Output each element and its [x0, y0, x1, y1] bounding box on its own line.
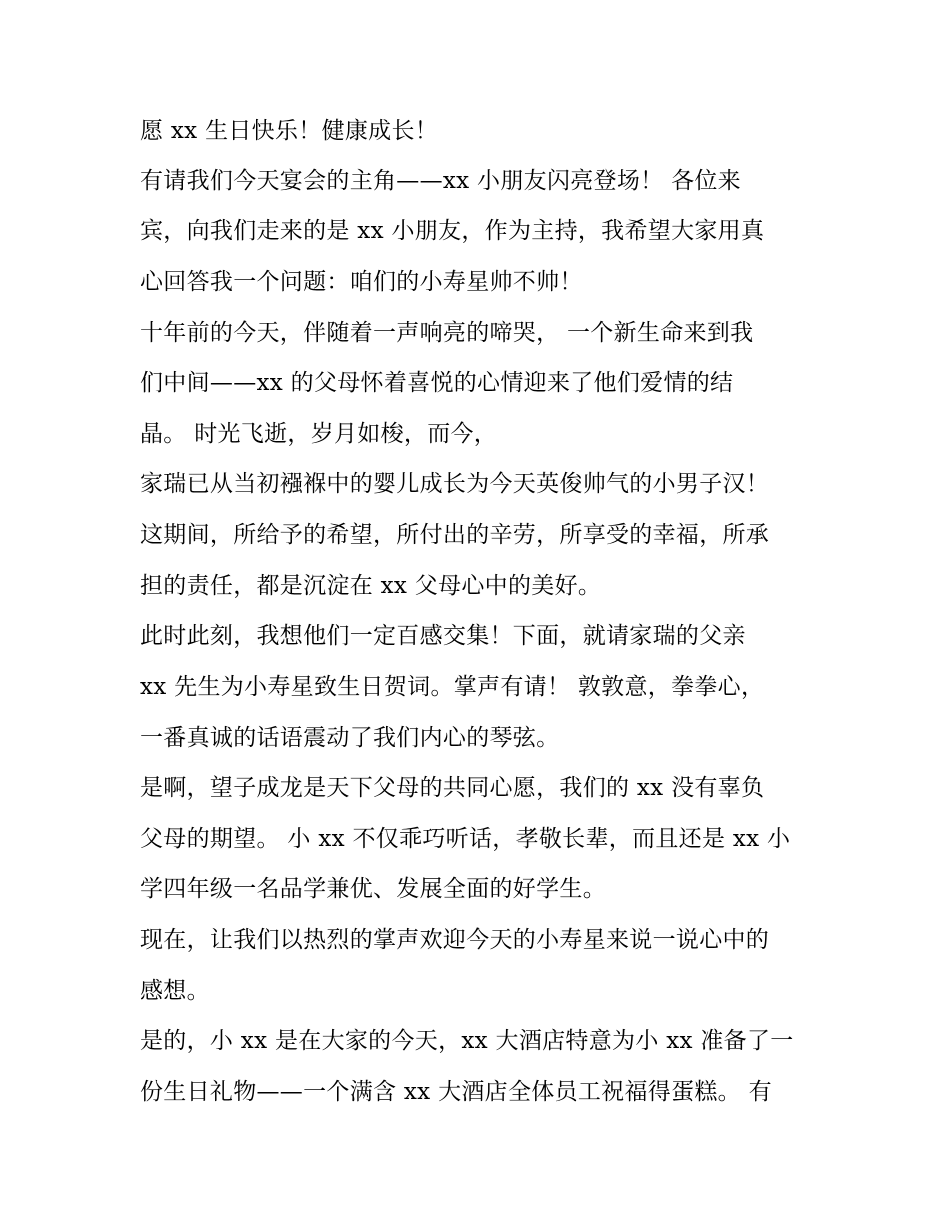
text-line: 晶。 时光飞逝，岁月如梭，而今，	[140, 421, 498, 447]
text-line: 是啊，望子成龙是天下父母的共同心愿，我们的 xx 没有辜负	[140, 775, 765, 801]
text-line: 们中间——xx 的父母怀着喜悦的心情迎来了他们爱情的结	[140, 370, 734, 396]
text-line: 学四年级一名品学兼优、发展全面的好学生。	[140, 876, 606, 902]
text-line: 心回答我一个问题：咱们的小寿星帅不帅！	[140, 269, 583, 295]
text-line: 宾，向我们走来的是 xx 小朋友，作为主持，我希望大家用真	[140, 218, 765, 244]
text-line: 十年前的今天，伴随着一声响亮的啼哭， 一个新生命来到我	[140, 320, 754, 346]
text-line: xx 先生为小寿星致生日贺词。掌声有请！ 敦敦意，拳拳心，	[140, 674, 765, 700]
text-line: 这期间，所给予的希望，所付出的辛劳，所享受的幸福，所承	[140, 522, 770, 548]
text-line: 有请我们今天宴会的主角——xx 小朋友闪亮登场！ 各位来	[140, 168, 741, 194]
text-line: 担的责任，都是沉淀在 xx 父母心中的美好。	[140, 573, 602, 599]
text-line: 份生日礼物——一个满含 xx 大酒店全体员工祝福得蛋糕。 有	[140, 1079, 772, 1105]
text-line: 感想。	[140, 978, 210, 1004]
text-line: 现在，让我们以热烈的掌声欢迎今天的小寿星来说一说心中的	[140, 927, 770, 953]
text-line: 父母的期望。 小 xx 不仅乖巧听话，孝敬长辈，而且还是 xx 小	[140, 826, 791, 852]
text-line: 家瑞已从当初襁褓中的婴儿成长为今天英俊帅气的小男子汉！	[140, 471, 770, 497]
text-line: 是的，小 xx 是在大家的今天，xx 大酒店特意为小 xx 准备了一	[140, 1028, 794, 1054]
text-line: 愿 xx 生日快乐！健康成长！	[140, 118, 439, 144]
text-line: 一番真诚的话语震动了我们内心的琴弦。	[140, 725, 560, 751]
text-line: 此时此刻，我想他们一定百感交集！下面，就请家瑞的父亲	[140, 623, 746, 649]
